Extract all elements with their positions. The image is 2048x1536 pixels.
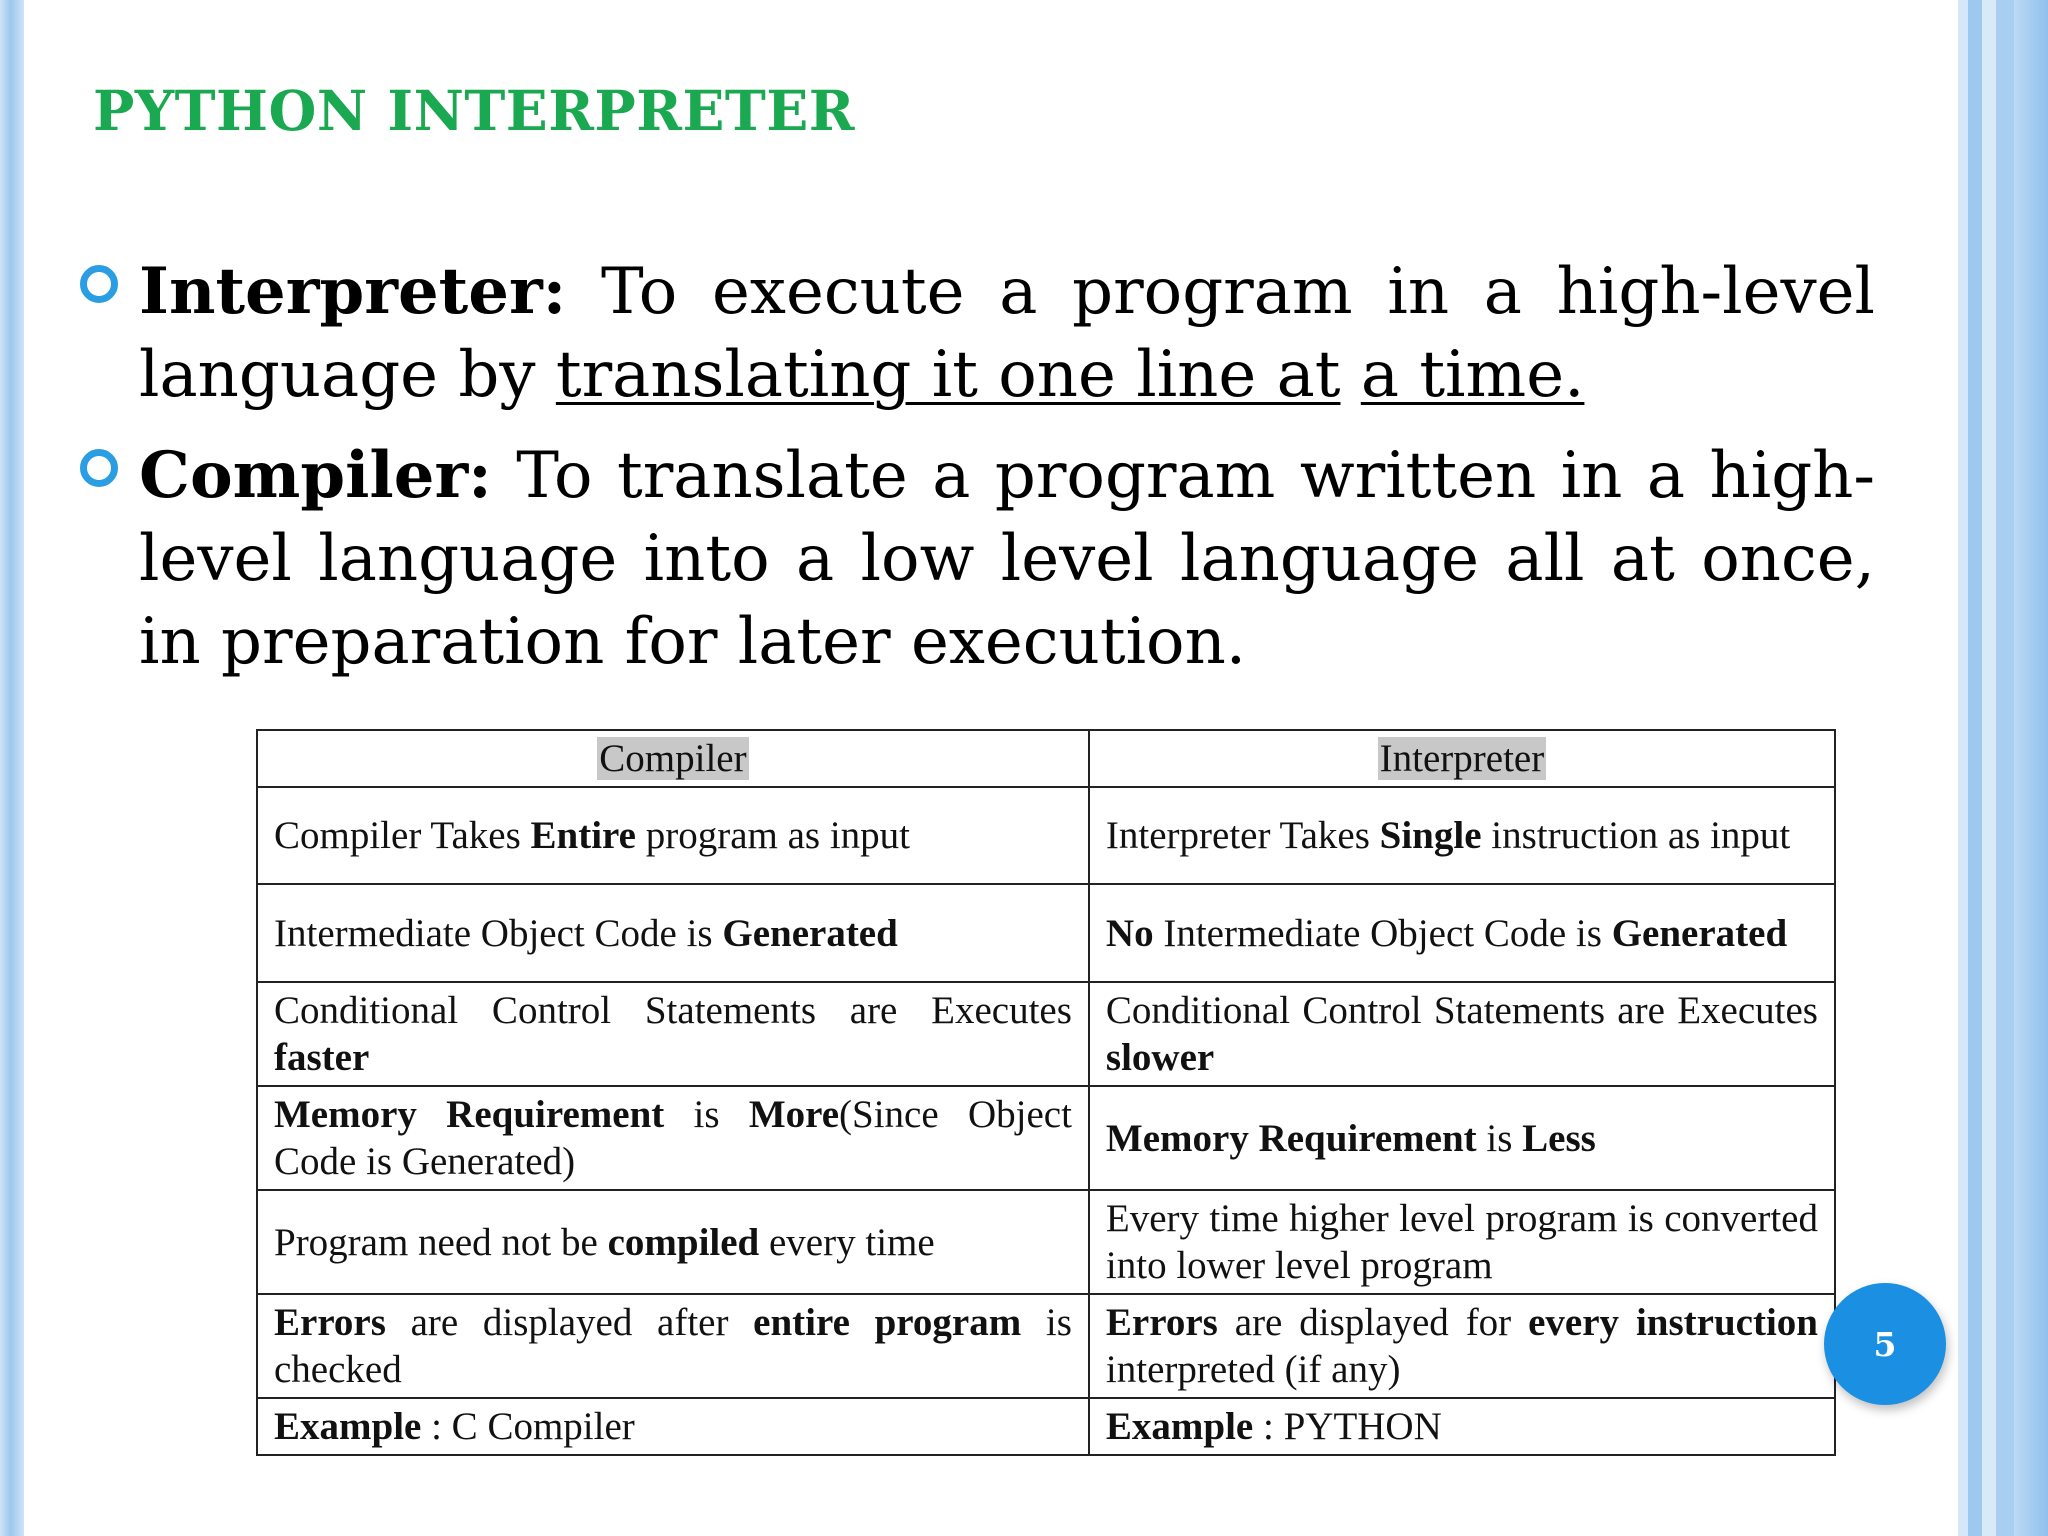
ring-bullet-icon <box>80 265 118 303</box>
right-frame-border <box>1958 0 2048 1536</box>
left-frame-border <box>0 0 24 1536</box>
underlined-text: translating it one line at <box>555 338 1341 412</box>
table-row <box>257 1190 1835 1294</box>
bullet-text: To execute a program in a high-level language by <box>139 255 1875 412</box>
header-interpreter: Interpreter <box>1089 730 1835 787</box>
bullet-interpreter <box>80 250 1875 417</box>
table-cell-interpreter: Conditional Control Statements are Executes slower <box>1089 982 1835 1086</box>
table-cell-compiler: Conditional Control Statements are Executes faster <box>257 982 1089 1086</box>
slide-title: PYTHON INTERPRETER <box>93 78 855 143</box>
table-cell-interpreter: Errors are displayed for every instruction interpreted (if any) <box>1089 1294 1835 1398</box>
table-row <box>257 1294 1835 1398</box>
table-cell-compiler: Program need not be compiled every time <box>257 1190 1089 1294</box>
comparison-table <box>256 729 1836 1456</box>
table-cell-compiler: Memory Requirement is More(Since Object Code is Generated) <box>257 1086 1089 1190</box>
table-cell-interpreter: No Intermediate Object Code is Generated <box>1089 884 1835 982</box>
table-row <box>257 1086 1835 1190</box>
table-cell-compiler: Errors are displayed after entire program is checked <box>257 1294 1089 1398</box>
bullet-text: To translate a program written in a high-level language into a low level language all at once, in preparation for later execution. <box>139 439 1875 679</box>
table-row <box>257 982 1835 1086</box>
table-cell-compiler: Intermediate Object Code is Generated <box>257 884 1089 982</box>
table-cell-compiler: Example : C Compiler <box>257 1398 1089 1455</box>
table-cell-interpreter: Memory Requirement is Less <box>1089 1086 1835 1190</box>
ring-bullet-icon <box>80 449 118 487</box>
table-row <box>257 787 1835 884</box>
table-cell-compiler: Compiler Takes Entire program as input <box>257 787 1089 884</box>
page-number-badge: 5 <box>1824 1283 1946 1405</box>
table-cell-interpreter: Example : PYTHON <box>1089 1398 1835 1455</box>
table-header-row <box>257 730 1835 787</box>
bullet-compiler <box>80 434 1875 684</box>
header-compiler: Compiler <box>257 730 1089 787</box>
bullet-term: Interpreter: <box>139 254 567 329</box>
table-cell-interpreter: Every time higher level program is converted into lower level program <box>1089 1190 1835 1294</box>
bullet-term: Compiler: <box>139 438 492 513</box>
table-cell-interpreter: Interpreter Takes Single instruction as input <box>1089 787 1835 884</box>
underlined-text: a time. <box>1360 338 1585 412</box>
bullet-list <box>80 250 1875 701</box>
table-row <box>257 1398 1835 1455</box>
table-row <box>257 884 1835 982</box>
